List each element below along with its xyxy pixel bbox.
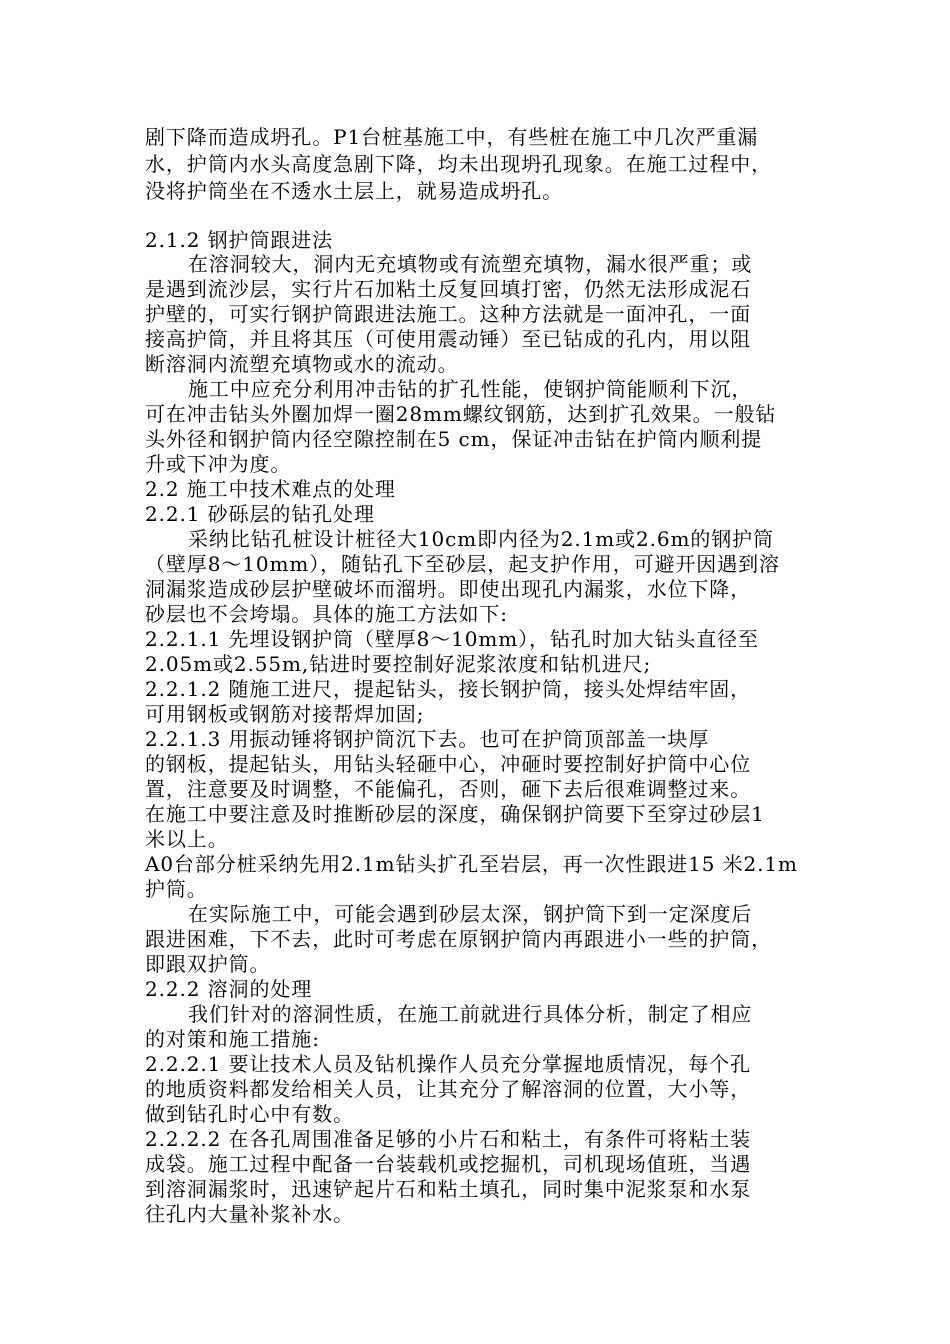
text-line: 成袋。施工过程中配备一台装载机或挖掘机，司机现场值班，当遇	[145, 1152, 752, 1176]
list-item-2-2-2-1: 2.2.2.1 要让技术人员及钻机操作人员充分掌握地质情况，每个孔	[145, 1052, 752, 1076]
text-line: 的对策和施工措施:	[145, 1027, 320, 1051]
text-line: 置，注意要及时调整，不能偏孔，否则，砸下去后很难调整过来。	[145, 777, 752, 801]
text-line: 我们针对的溶洞性质，在施工前就进行具体分析，制定了相应	[188, 1002, 753, 1026]
text-line: A0台部分桩采纳先用2.1m钻头扩孔至岩层，再一次性跟进15 米2.1m	[145, 852, 798, 876]
text-line: 是遇到流沙层，实行片石加粘土反复回填打密，仍然无法形成泥石	[145, 277, 752, 301]
text-line: 护筒。	[145, 877, 208, 901]
text-line: 水，护筒内水头高度急剧下降，均未出现坍孔现象。在施工过程中，	[145, 152, 772, 176]
text-line: 在施工中要注意及时推断砂层的深度，确保钢护筒要下至穿过砂层1	[145, 802, 765, 826]
text-line: 施工中应充分利用冲击钻的扩孔性能，使钢护筒能顺利下沉，	[188, 377, 753, 401]
text-line: 剧下降而造成坍孔。P1台桩基施工中，有些桩在施工中几次严重漏	[145, 125, 759, 149]
text-line: 护壁的，可实行钢护筒跟进法施工。这种方法就是一面冲孔，一面	[145, 302, 752, 326]
text-line: 米以上。	[145, 827, 229, 851]
list-item-2-2-1-2: 2.2.1.2 随施工进尺，提起钻头，接长钢护筒，接头处焊结牢固，	[145, 677, 752, 701]
text-line: 即跟双护筒。	[145, 952, 271, 976]
section-heading-2-2-1: 2.2.1 砂砾层的钻孔处理	[145, 502, 375, 526]
text-line: 洞漏浆造成砂层护壁破坏而溜坍。即使出现孔内漏浆，水位下降，	[145, 577, 752, 601]
text-line: 的钢板，提起钻头，用钻头轻砸中心，冲砸时要控制好护筒中心位	[145, 752, 752, 776]
list-item-2-2-1-1: 2.2.1.1 先埋设钢护筒（壁厚8～10mm），钻孔时加大钻头直径至	[145, 627, 759, 651]
text-line: 可用钢板或钢筋对接帮焊加固;	[145, 702, 425, 726]
text-line: 的地质资料都发给相关人员，让其充分了解溶洞的位置，大小等，	[145, 1077, 752, 1101]
list-item-2-2-1-3: 2.2.1.3 用振动锤将钢护筒沉下去。也可在护筒顶部盖一块厚	[145, 727, 710, 751]
section-heading-2-2-2: 2.2.2 溶洞的处理	[145, 977, 313, 1001]
text-line: 没将护筒坐在不透水土层上，就易造成坍孔。	[145, 179, 563, 203]
text-line: （壁厚8～10mm），随钻孔下至砂层，起支护作用，可避开因遇到溶	[145, 552, 780, 576]
text-line: 做到钻孔时心中有数。	[145, 1102, 354, 1126]
list-item-2-2-2-2: 2.2.2.2 在各孔周围准备足够的小片石和粘土，有条件可将粘土装	[145, 1127, 752, 1151]
text-line: 砂层也不会垮塌。具体的施工方法如下:	[145, 602, 508, 626]
text-line: 可在冲击钻头外圈加焊一圈28mm螺纹钢筋，达到扩孔效果。一般钻	[145, 402, 777, 426]
text-line: 2.05m或2.55m,钻进时要控制好泥浆浓度和钻机进尺;	[145, 652, 652, 676]
text-line: 到溶洞漏浆时，迅速铲起片石和粘土填孔，同时集中泥浆泵和水泵	[145, 1177, 752, 1201]
text-line: 头外径和钢护筒内径空隙控制在5 cm，保证冲击钻在护筒内顺利提	[145, 427, 763, 451]
text-line: 接高护筒，并且将其压（可使用震动锤）至已钻成的孔内，用以阻	[145, 327, 752, 351]
text-line: 往孔内大量补浆补水。	[145, 1202, 354, 1226]
text-line: 采纳比钻孔桩设计桩径大10cm即内径为2.1m或2.6m的钢护筒	[188, 527, 774, 551]
text-line: 升或下冲为度。	[145, 452, 292, 476]
text-line: 在溶洞较大，洞内无充填物或有流塑充填物，漏水很严重；或	[188, 252, 753, 276]
text-line: 在实际施工中，可能会遇到砂层太深，钢护筒下到一定深度后	[188, 902, 753, 926]
text-line: 跟进困难，下不去，此时可考虑在原钢护筒内再跟进小一些的护筒，	[145, 927, 772, 951]
text-line: 断溶洞内流塑充填物或水的流动。	[145, 352, 459, 376]
section-heading-2-2: 2.2 施工中技术难点的处理	[145, 477, 396, 501]
section-heading-2-1-2: 2.1.2 钢护筒跟进法	[145, 228, 334, 252]
